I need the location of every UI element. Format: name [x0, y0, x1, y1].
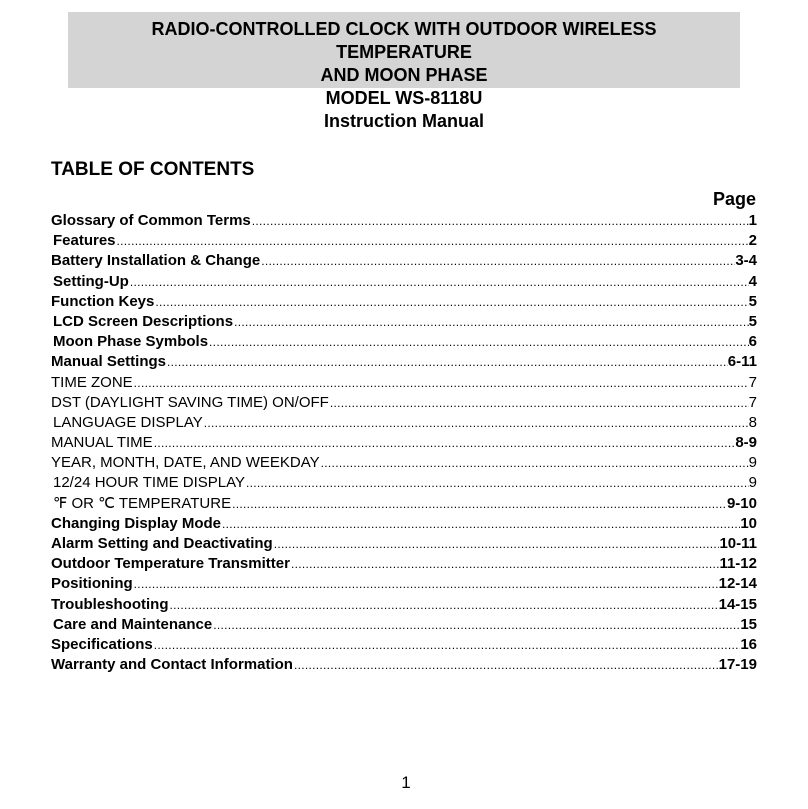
toc-entry[interactable] [51, 635, 757, 655]
dot-leader [273, 534, 720, 554]
toc-entry[interactable] [51, 413, 757, 433]
dot-leader [212, 615, 740, 635]
dot-leader [251, 211, 749, 231]
toc-entry[interactable] [51, 312, 757, 332]
table-of-contents [51, 211, 757, 675]
model-number: MODEL WS-8118U [325, 88, 483, 108]
toc-entry[interactable] [51, 272, 757, 292]
manual-subtitle: Instruction Manual [323, 111, 484, 131]
title-line-1: RADIO-CONTROLLED CLOCK WITH OUTDOOR WIRELESS [151, 19, 657, 39]
toc-entry-title: LCD Screen Descriptions [53, 312, 234, 330]
toc-entry[interactable] [51, 231, 757, 251]
toc-entry-page: 3-4 [735, 252, 757, 270]
toc-entry-title: Moon Phase Symbols [53, 333, 209, 351]
toc-entry-page: 4 [748, 272, 757, 290]
toc-entry-title: LANGUAGE DISPLAY [53, 413, 203, 431]
toc-entry-title: Battery Installation & Change [51, 252, 261, 270]
dot-leader [203, 413, 749, 433]
toc-entry-page: 5 [748, 292, 757, 310]
toc-entry-title: Outdoor Temperature Transmitter [51, 555, 290, 573]
toc-entry-page: 15 [740, 615, 757, 633]
dot-leader [329, 393, 749, 413]
dot-leader [133, 574, 719, 594]
toc-entry-title: TIME ZONE [51, 373, 133, 391]
toc-entry-title: Specifications [51, 635, 153, 653]
dot-leader [320, 453, 749, 473]
dot-leader [245, 473, 749, 493]
toc-entry-page: 6-11 [727, 353, 757, 371]
dot-leader [208, 332, 749, 352]
toc-entry[interactable] [51, 211, 757, 231]
dot-leader [293, 655, 719, 675]
toc-entry-title: ℉ OR ℃ TEMPERATURE [53, 494, 232, 512]
dot-leader [154, 292, 748, 312]
toc-entry[interactable] [51, 615, 757, 635]
toc-entry-title: Changing Display Mode [51, 514, 222, 532]
toc-entry[interactable] [51, 433, 757, 453]
toc-entry[interactable] [51, 292, 757, 312]
toc-entry[interactable] [51, 332, 757, 352]
toc-entry-title: 12/24 HOUR TIME DISPLAY [53, 474, 246, 492]
toc-entry-page: 11-12 [719, 555, 757, 573]
toc-entry-title: DST (DAYLIGHT SAVING TIME) ON/OFF [51, 393, 329, 411]
dot-leader [221, 514, 740, 534]
toc-entry-title: Features [53, 232, 116, 250]
toc-entry[interactable] [51, 494, 757, 514]
toc-entry-page: 8 [748, 413, 757, 431]
toc-entry-title: YEAR, MONTH, DATE, AND WEEKDAY [51, 454, 320, 472]
toc-entry[interactable] [51, 453, 757, 473]
toc-entry-page: 9 [748, 454, 757, 472]
page-number: 1 [401, 773, 411, 792]
toc-entry-page: 6 [748, 333, 757, 351]
toc-entry[interactable] [51, 352, 757, 372]
toc-entry[interactable] [51, 514, 757, 534]
toc-entry-page: 9-10 [726, 494, 757, 512]
toc-entry-title: Alarm Setting and Deactivating [51, 535, 273, 552]
toc-entry[interactable] [51, 393, 757, 413]
dot-leader [153, 433, 736, 453]
toc-entry-page: 7 [748, 393, 757, 411]
dot-leader [290, 554, 720, 574]
toc-entry-page: 7 [748, 373, 757, 391]
toc-entry-page: 10-11 [719, 535, 757, 552]
toc-entry-page: 10 [740, 514, 757, 532]
toc-entry[interactable] [51, 534, 757, 554]
dot-leader [129, 272, 749, 292]
toc-entry-title: Setting-Up [53, 272, 129, 290]
page-column-label: Page [712, 189, 756, 209]
toc-heading: TABLE OF CONTENTS [51, 159, 255, 180]
toc-entry-page: 16 [740, 635, 757, 653]
dot-leader [133, 373, 749, 393]
toc-entry-page: 1 [748, 212, 757, 229]
toc-entry-title: Care and Maintenance [53, 615, 213, 633]
document-title [0, 18, 808, 133]
toc-entry-page: 8-9 [735, 434, 757, 452]
toc-entry-title: Positioning [51, 575, 133, 593]
toc-entry[interactable] [51, 574, 757, 594]
dot-leader [231, 494, 727, 514]
dot-leader [260, 251, 735, 271]
toc-entry-title: MANUAL TIME [51, 434, 153, 452]
dot-leader [233, 312, 749, 332]
toc-entry-page: 5 [748, 312, 757, 330]
toc-entry-title: Glossary of Common Terms [51, 212, 251, 229]
dot-leader [169, 595, 719, 615]
toc-entry-page: 14-15 [718, 595, 757, 613]
toc-entry-page: 17-19 [718, 656, 757, 674]
toc-entry[interactable] [51, 554, 757, 574]
toc-entry[interactable] [51, 595, 757, 615]
toc-entry-title: Troubleshooting [51, 595, 169, 613]
dot-leader [153, 635, 741, 655]
toc-entry-title: Function Keys [51, 292, 155, 310]
toc-entry-title: Warranty and Contact Information [51, 656, 293, 674]
title-line-2: TEMPERATURE [336, 42, 472, 62]
toc-entry-page: 2 [748, 232, 757, 250]
toc-entry-page: 12-14 [718, 575, 757, 593]
toc-entry[interactable] [51, 373, 757, 393]
toc-entry[interactable] [51, 473, 757, 493]
toc-entry-page: 9 [748, 474, 757, 492]
toc-entry-title: Manual Settings [51, 353, 167, 371]
toc-entry[interactable] [51, 251, 757, 271]
toc-entry[interactable] [51, 655, 757, 675]
dot-leader [116, 231, 749, 251]
dot-leader [166, 352, 728, 372]
title-line-3: AND MOON PHASE [320, 65, 488, 85]
